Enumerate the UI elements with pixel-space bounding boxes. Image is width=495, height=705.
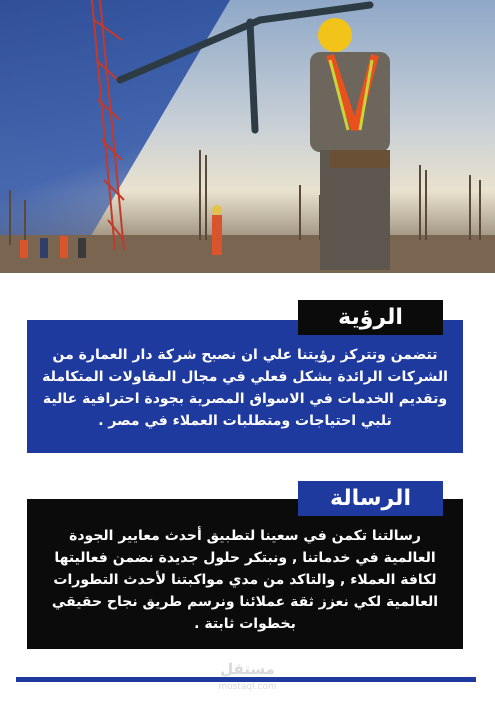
ground — [0, 235, 495, 273]
vision-title: الرؤية — [298, 300, 443, 335]
construction-scene-illustration — [0, 0, 495, 273]
mission-title: الرسالة — [298, 481, 443, 516]
hero-construction-photo — [0, 0, 495, 273]
crane-tower — [92, 0, 124, 250]
mission-body-text: رسالتنا تكمن في سعينا لتطبيق أحدث معايير الجودة العالمية في خدماتنا , ونبتكر حلول جديدة نضمن فعاليتها لكافة العملاء , والتاكد من مدي مواكبتنا لأحدث التطورات العالمية لكي نعزز ثقة عملائنا ونرسم طريق نجاح حقيقي بخطوات ثابتة . — [51, 528, 439, 632]
watermark-logo: مستقل — [220, 660, 275, 678]
main-worker — [310, 18, 390, 270]
vision-body-text: تتضمن وتتركز رؤيتنا علي ان نصبح شركة دار العمارة من الشركات الرائدة بشكل فعلي في مجال المقاولات المتكاملة وتقديم الخدمات في الاسواق المصرية بجودة احترافية عالية تلبي احتياجات ومتطلبات العملاء في مصر . — [42, 347, 448, 429]
vision-panel — [27, 320, 463, 453]
rebar-columns — [10, 150, 480, 245]
mission-panel — [27, 499, 463, 649]
watermark-url: mostaql.com — [218, 682, 277, 692]
